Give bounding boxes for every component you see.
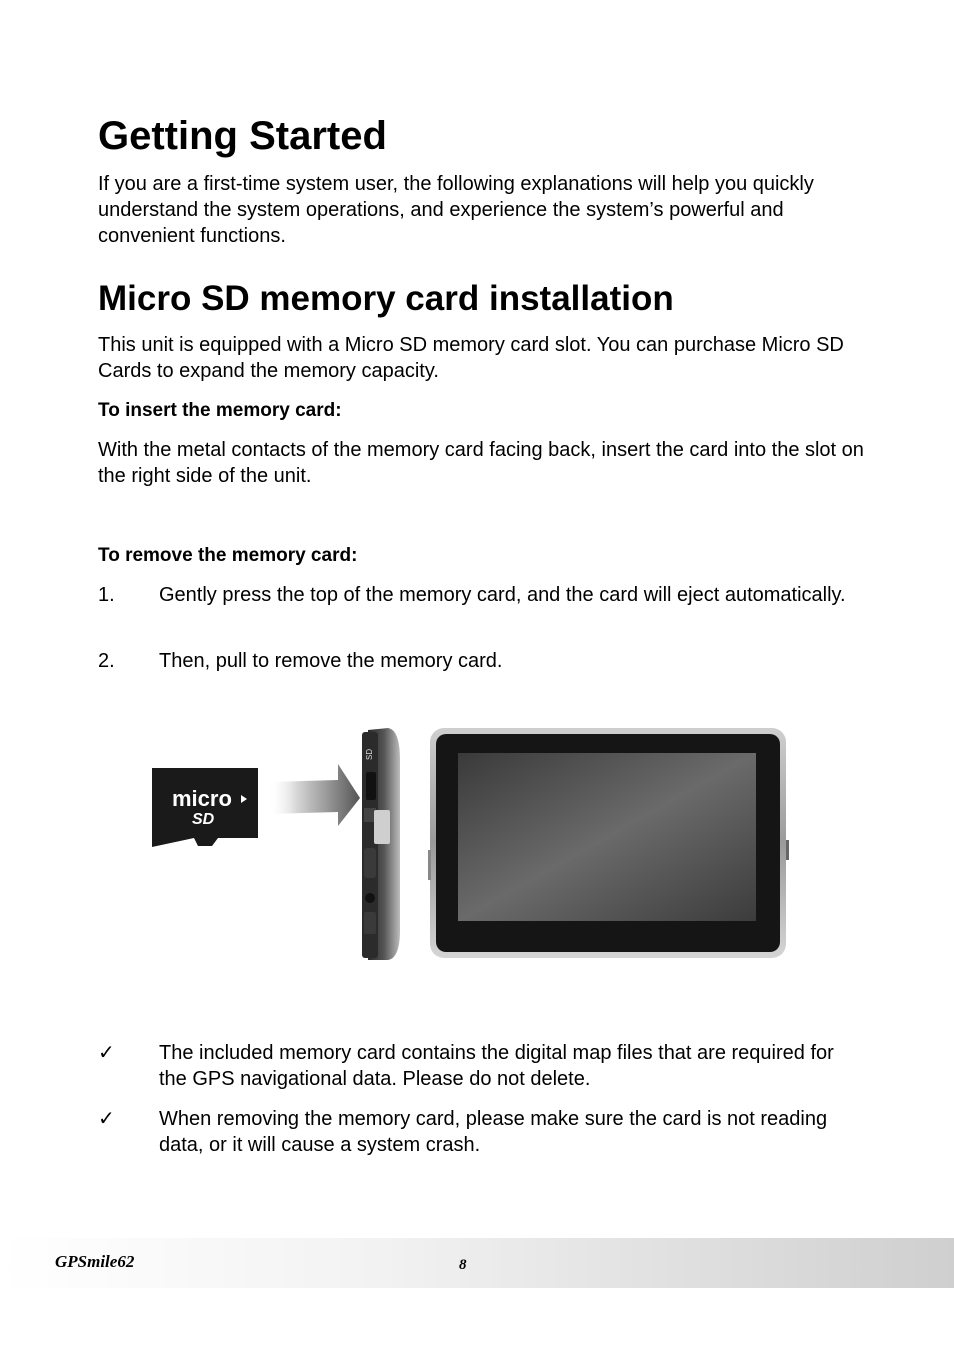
device-side-view	[362, 728, 400, 960]
step-number: 1.	[98, 584, 115, 606]
sd-intro-paragraph: This unit is equipped with a Micro SD memory card slot. You can purchase Micro SD Cards to expand the memory capacity.	[98, 334, 844, 382]
page-number: 8	[459, 1257, 467, 1273]
insert-subtitle: To insert the memory card:	[98, 400, 342, 421]
section-title-sd-installation: Micro SD memory card installation	[98, 279, 674, 318]
page-footer	[0, 1238, 954, 1288]
note-text: When removing the memory card, please make sure the card is not reading data, or it will cause a system crash.	[159, 1108, 828, 1156]
note-text: The included memory card contains the digital map files that are required for the GPS navigational data. Please do not delete.	[159, 1042, 834, 1090]
card-logo-micro: micro	[172, 786, 232, 811]
sd-card-insertion-illustration	[150, 700, 840, 970]
device-front-view	[428, 728, 789, 958]
check-icon: ✓	[98, 1108, 115, 1130]
insertion-arrow	[268, 764, 360, 826]
micro-sd-card-icon	[152, 768, 258, 847]
intro-paragraph: If you are a first-time system user, the following explanations will help you quickly understand the system operations, and experience the system’s powerful and convenient functions.	[98, 173, 814, 247]
page-title: Getting Started	[98, 114, 387, 158]
remove-subtitle: To remove the memory card:	[98, 545, 358, 566]
device-screen	[458, 753, 756, 921]
check-icon: ✓	[98, 1042, 115, 1064]
slot-label: SD	[365, 748, 374, 760]
step-number: 2.	[98, 650, 115, 672]
insert-paragraph: With the metal contacts of the memory card facing back, insert the card into the slot on the right side of the unit.	[98, 439, 864, 487]
card-logo-sd: SD	[192, 811, 215, 828]
step-text: Gently press the top of the memory card, and the card will eject automatically.	[159, 584, 846, 606]
step-text: Then, pull to remove the memory card.	[159, 650, 503, 672]
footer-brand: GPSmile62	[55, 1252, 135, 1271]
